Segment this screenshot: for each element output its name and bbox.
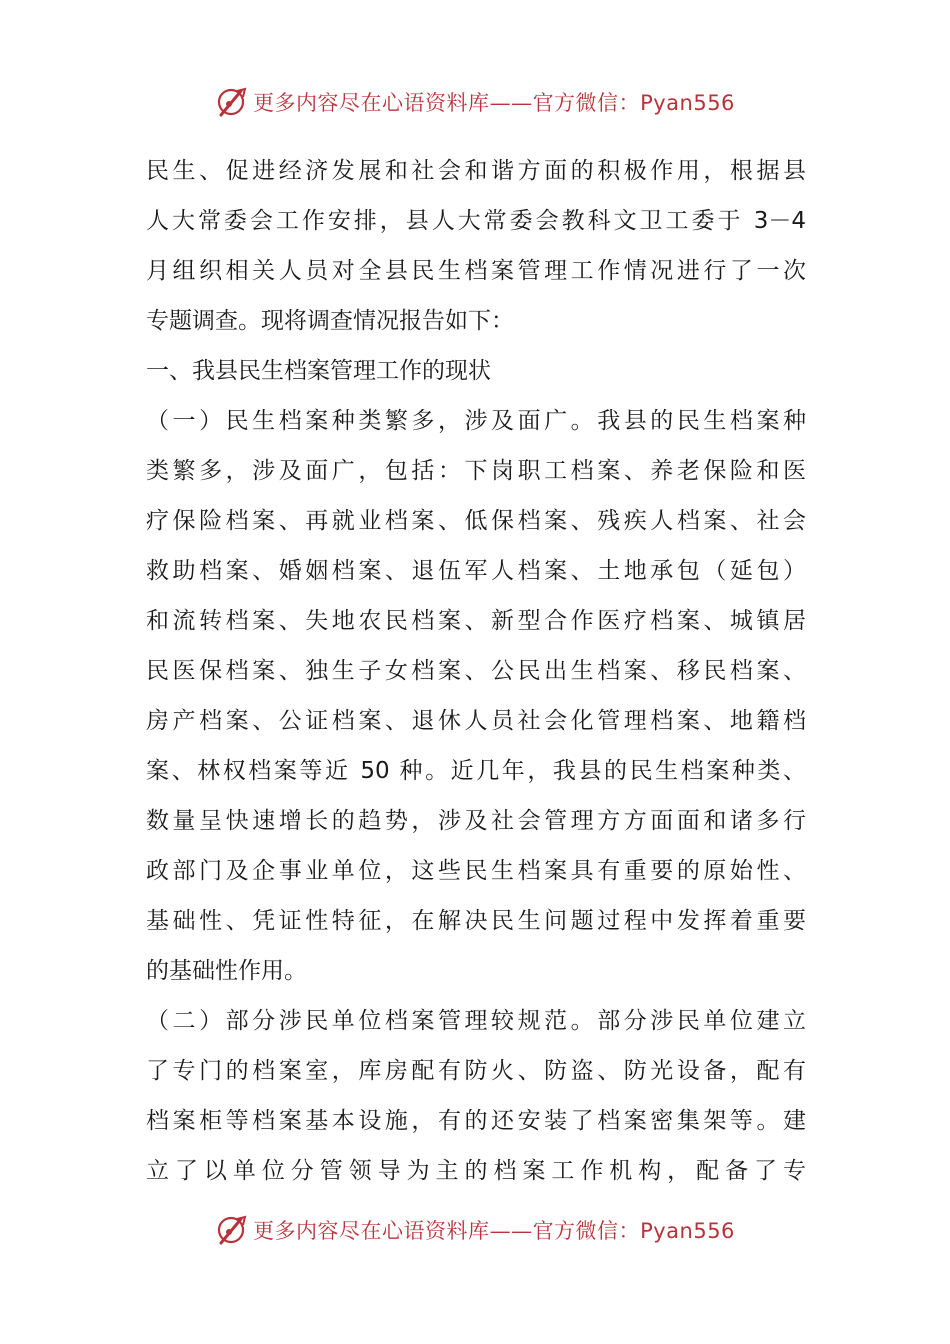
text-line: 的基础性作用。 xyxy=(146,958,307,984)
text-line: 专题调查。现将调查情况报告如下： xyxy=(146,308,514,334)
banner-wechat-label: 官方微信： xyxy=(532,91,641,115)
header-banner xyxy=(0,80,950,124)
text-line: 救助档案、婚姻档案、退伍军人档案、土地承包（延包） xyxy=(146,558,806,584)
banner-title: 更多内容尽在心语资料库 xyxy=(253,1219,490,1243)
banner-text xyxy=(253,87,735,117)
pen-circle-icon xyxy=(215,1213,249,1247)
text-line: （一）民生档案种类繁多，涉及面广。我县的民生档案种 xyxy=(146,408,806,434)
text-line: 立了以单位分管领导为主的档案工作机构，配备了专 xyxy=(146,1158,806,1184)
text-line: 月组织相关人员对全县民生档案管理工作情况进行了一次 xyxy=(146,258,806,284)
text-line: 案、林权档案等近 50 种。近几年，我县的民生档案种类、 xyxy=(146,758,806,784)
banner-title: 更多内容尽在心语资料库 xyxy=(253,91,490,115)
text-line: （二）部分涉民单位档案管理较规范。部分涉民单位建立 xyxy=(146,1008,806,1034)
text-line: 民生、促进经济发展和社会和谐方面的积极作用，根据县 xyxy=(146,158,806,184)
footer-banner xyxy=(0,1208,950,1252)
text-line: 政部门及企事业单位，这些民生档案具有重要的原始性、 xyxy=(146,858,806,884)
banner-wechat-label: 官方微信： xyxy=(532,1219,641,1243)
text-line: 民医保档案、独生子女档案、公民出生档案、移民档案、 xyxy=(146,658,806,684)
banner-wechat-id: Pyan556 xyxy=(640,91,735,115)
banner-dash: —— xyxy=(489,1219,533,1243)
text-line: 人大常委会工作安排，县人大常委会教科文卫工委于 3－4 xyxy=(146,208,806,234)
banner-text xyxy=(253,1215,735,1245)
pen-circle-icon xyxy=(215,85,249,119)
banner-dash: —— xyxy=(489,91,533,115)
text-line: 和流转档案、失地农民档案、新型合作医疗档案、城镇居 xyxy=(146,608,806,634)
text-line: 疗保险档案、再就业档案、低保档案、残疾人档案、社会 xyxy=(146,508,806,534)
text-line: 一、我县民生档案管理工作的现状 xyxy=(146,358,491,384)
document-body xyxy=(146,146,806,1196)
text-line: 了专门的档案室，库房配有防火、防盗、防光设备，配有 xyxy=(146,1058,806,1084)
text-line: 数量呈快速增长的趋势，涉及社会管理方方面面和诸多行 xyxy=(146,808,806,834)
banner-wechat-id: Pyan556 xyxy=(640,1219,735,1243)
text-line: 基础性、凭证性特征，在解决民生问题过程中发挥着重要 xyxy=(146,908,806,934)
text-line: 类繁多，涉及面广，包括：下岗职工档案、养老保险和医 xyxy=(146,458,806,484)
text-line: 房产档案、公证档案、退休人员社会化管理档案、地籍档 xyxy=(146,708,806,734)
text-line: 档案柜等档案基本设施，有的还安装了档案密集架等。建 xyxy=(146,1108,806,1134)
